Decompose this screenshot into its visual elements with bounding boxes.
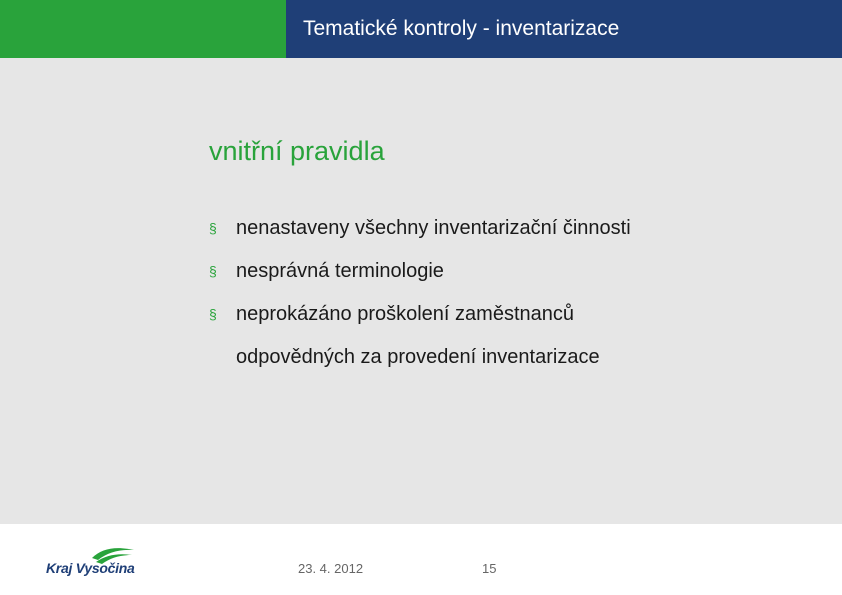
bullet-text: nenastaveny všechny inventarizační činnosti xyxy=(236,217,631,239)
logo-text: Kraj Vysočina xyxy=(46,560,135,576)
page-number: 15 xyxy=(482,561,497,576)
bullet-item xyxy=(209,293,809,379)
bullet-text: neprokázáno proškolení zaměstnanců odpovědných za provedení inventarizace xyxy=(236,303,600,368)
bullet-item xyxy=(209,207,809,250)
bullet-marker-icon: § xyxy=(209,306,217,322)
bullet-text: nesprávná terminologie xyxy=(236,260,444,282)
footer-date: 23. 4. 2012 xyxy=(298,561,364,576)
bullet-list xyxy=(209,207,809,379)
header-title: Tematické kontroly - inventarizace xyxy=(286,0,842,58)
slide-heading: vnitřní pravidla xyxy=(209,136,385,166)
bullet-marker-icon: § xyxy=(209,263,217,279)
header-bar xyxy=(0,0,842,58)
bullet-item xyxy=(209,250,809,293)
bullet-marker-icon: § xyxy=(209,220,217,236)
footer xyxy=(0,524,842,595)
header-green-block xyxy=(0,0,286,58)
kraj-vysocina-logo xyxy=(44,544,136,580)
